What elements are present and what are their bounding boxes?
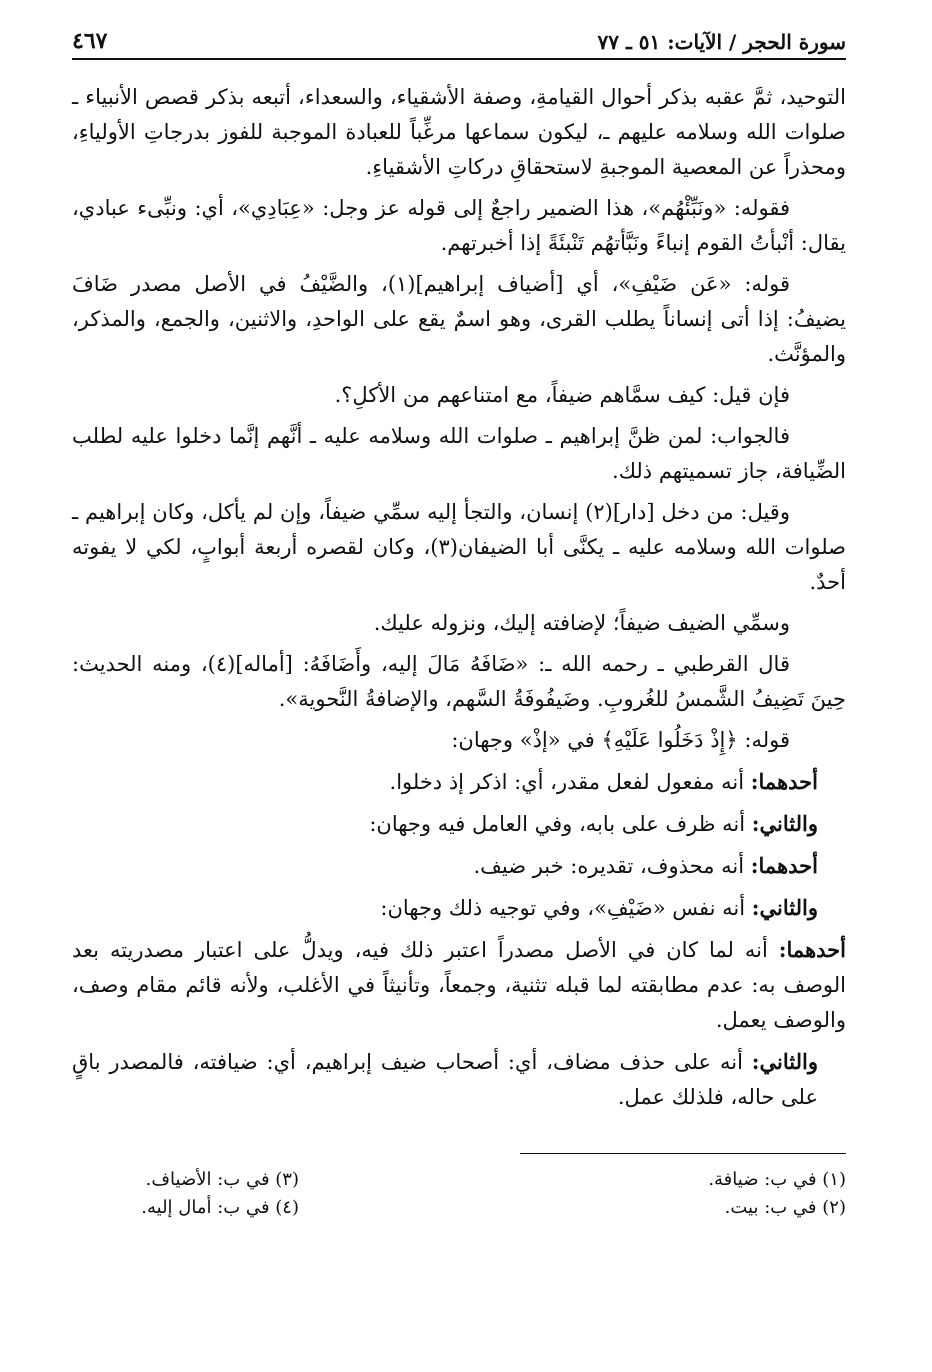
paragraph-text: أنه مفعول لفعل مقدر، أي: اذكر إذ دخلوا. <box>389 770 751 794</box>
paragraph-text: قال القرطبي ـ رحمه الله ـ: «ضَافَهُ مَالَ إليه، وأَضَافَهُ: [أماله](٤)، ومنه الحديث: حِينَ تَضِيفُ الشَّمسُ للغُروبِ. وضَيفُوفَةُ السَّهم، والإضافةُ النَّحوية». <box>72 652 846 711</box>
paragraph <box>72 80 846 185</box>
paragraph-text: قوله: «عَن ضَيْفِ»، أي [أضياف إبراهيم](١)، والضَّيْفُ في الأصل مصدر ضَافَ يضيفُ: إذا أتى إنساناً يطلب القرى، وهو اسمٌ يقع على الواحدِ، والاثنين، والجمع، والمذكر، والمؤنَّث. <box>72 272 846 366</box>
paragraph <box>72 764 846 800</box>
footnote-separator <box>520 1153 846 1154</box>
paragraph-text: وسمِّي الضيف ضيفاً؛ لإضافته إليك، ونزوله عليك. <box>373 611 790 635</box>
paragraph-text: قوله: ﴿إِذْ دَخَلُوا عَلَيْهِ﴾ في «إذْ» وجهان: <box>451 728 790 752</box>
header-title: سورة الحجر / الآيات: ٥١ ـ ٧٧ <box>597 30 846 54</box>
paragraph <box>72 495 846 600</box>
paragraph-text: فإن قيل: كيف سمَّاهم ضيفاً، مع امتناعهم من الأكلِ؟. <box>334 383 790 407</box>
paragraph <box>72 647 846 717</box>
paragraph-text: أنه على حذف مضاف، أي: أصحاب ضيف إبراهيم، أي: ضيافته، فالمصدر باقٍ على حاله، فلذلك عمل. <box>72 1050 818 1109</box>
page-number: ٤٦٧ <box>72 28 108 54</box>
paragraph-text: أنه نفس «ضَيْفِ»، وفي توجيه ذلك وجهان: <box>380 896 752 920</box>
paragraph <box>72 419 846 489</box>
paragraph <box>72 806 846 842</box>
footnote: (٣) في ب: الأضياف. <box>145 1169 299 1190</box>
body-text <box>72 80 846 1115</box>
paragraph-text: أنه ظرف على بابه، وفي العامل فيه وجهان: <box>369 812 752 836</box>
footnotes <box>72 1166 846 1222</box>
paragraph-label: أحدهما: <box>750 853 818 878</box>
paragraph <box>72 191 846 261</box>
paragraph <box>72 606 846 641</box>
footnote: (٢) في ب: بيت. <box>724 1197 846 1218</box>
paragraph-label: والثاني: <box>751 895 818 920</box>
paragraph <box>72 890 846 926</box>
paragraph-label: أحدهما: <box>750 769 818 794</box>
paragraph-label: والثاني: <box>751 1049 818 1074</box>
paragraph-text: وقيل: من دخل [دار](٢) إنسان، والتجأ إليه سمِّي ضيفاً، وإن لم يأكل، وكان إبراهيم ـ صلوات الله وسلامه عليه ـ يكنَّى أبا الضيفان(٣)، وكان لقصره أربعة أبوابٍ، لكي لا يفوته أحدٌ. <box>72 500 846 594</box>
paragraph-text: أنه محذوف، تقديره: خبر ضيف. <box>473 854 751 878</box>
paragraph <box>72 723 846 758</box>
paragraph <box>72 1044 846 1115</box>
paragraph-text: التوحيد، ثمَّ عقبه بذكر أحوال القيامةِ، وصفة الأشقياء، والسعداء، أتبعه بذكر قصص الأنبياء ـ صلوات الله وسلامه عليهم ـ، ليكون سماعها مرغِّباً للعبادة الموجبة للفوز بدرجاتِ الأولياءِ، ومحذراً عن المعصية الموجبةِ لاستحقاقِ دركاتِ الأشقياءِ. <box>72 85 846 179</box>
paragraph <box>72 848 846 884</box>
footnotes-right-column <box>459 1166 846 1222</box>
paragraph <box>72 378 846 413</box>
paragraph-label: والثاني: <box>751 811 818 836</box>
paragraph <box>72 267 846 372</box>
paragraph-label: أحدهما: <box>778 937 846 962</box>
paragraph-text: فالجواب: لمن ظنَّ إبراهيم ـ صلوات الله وسلامه عليه ـ أنَّهم إنَّما دخلوا عليه لطلب الضِّيافة، جاز تسميتهم ذلك. <box>72 424 846 483</box>
paragraph-text: فقوله: «ونَبِّئْهُم»، هذا الضمير راجعٌ إلى قوله عز وجل: «عِبَادِي»، أي: ونبِّىء عبادي، يقال: أنْبأتُ القوم إنباءً ونَبَّأتهُم تَنْبئَةً إذا أخبرتهم. <box>72 196 846 255</box>
paragraph-text: أنه لما كان في الأصل مصدراً اعتبر ذلك فيه، ويدلُّ على اعتبار مصدريته بعد الوصف به: عدم مطابقته لما قبله تثنية، وجمعاً، وتأنيثاً في الأغلب، ولأنه قائم مقام وصف، والوصف يعمل. <box>72 938 846 1032</box>
footnote: (١) في ب: ضيافة. <box>708 1169 846 1190</box>
running-header <box>72 28 846 60</box>
footnotes-left-column <box>72 1166 459 1222</box>
paragraph <box>72 932 846 1038</box>
footnote: (٤) في ب: أمال إليه. <box>141 1197 299 1218</box>
